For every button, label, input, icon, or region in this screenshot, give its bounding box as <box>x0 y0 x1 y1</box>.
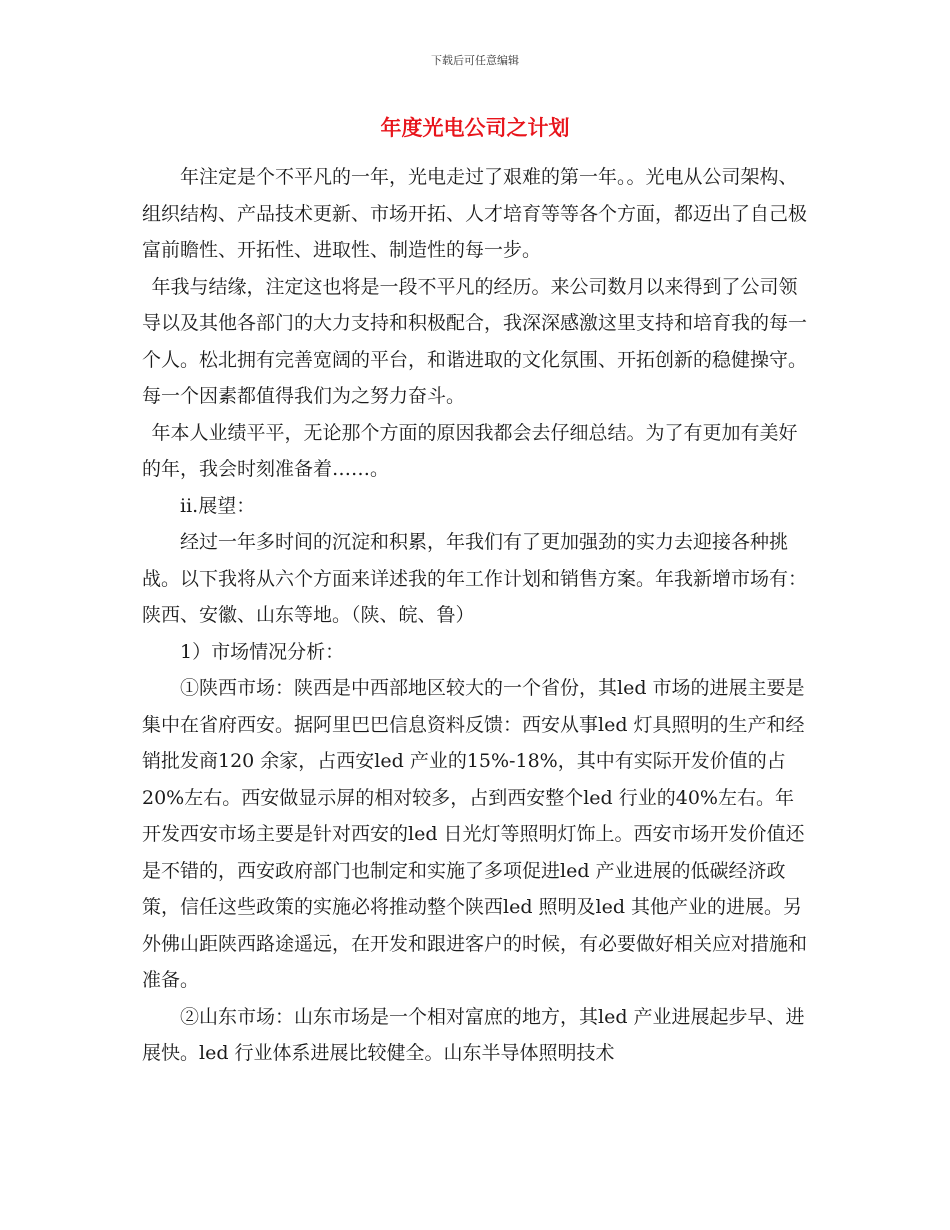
document-title: 年度光电公司之计划 <box>380 116 570 140</box>
header-note: 下载后可任意编辑 <box>431 54 519 67</box>
document-body <box>142 159 810 1072</box>
paragraph-intro: 年注定是个不平凡的一年，光电走过了艰难的第一年。。光电从公司架构、组织结构、产品技术更新、市场开拓、人才培育等等各个方面，都迈出了自己极富前瞻性、开拓性、进取性、制造性的每一步。 <box>142 166 808 261</box>
subheading-market-analysis: 1）市场情况分析： <box>180 640 345 663</box>
paragraph-performance: 年本人业绩平平，无论那个方面的原因我都会去仔细总结。为了有更加有美好的年，我会时刻准备着……。 <box>142 421 798 480</box>
paragraph-shaanxi-market: ①陕西市场：陕西是中西部地区较大的一个省份，其led 市场的进展主要是集中在省府西安。据阿里巴巴信息资料反馈：西安从事led 灯具照明的生产和经销批发商120 余家，占西安led 产业的15%-18%，其中有实际开发价值的占20%左右。西安做显示屏的相对较多，占到西安整个led 行业的40%左右。年开发西安市场主要是针对西安的led 日光灯等照明灯饰上。西安市场开发价值还是不错的，西安政府部门也制定和实施了多项促进led 产业进展的低碳经济政策，信任这些政策的实施必将推动整个陕西led 照明及led 其他产业的进展。另外佛山距陕西路途遥远，在开发和跟进客户的时候，有必要做好相关应对措施和准备。 <box>142 677 808 991</box>
paragraph-outlook: 经过一年多时间的沉淀和积累，年我们有了更加强劲的实力去迎接各种挑战。以下我将从六个方面来详述我的年工作计划和销售方案。年我新增市场有：陕西、安徽、山东等地。（陕、皖、鲁） <box>142 531 808 626</box>
section-heading-outlook: ⅱ.展望： <box>180 494 256 517</box>
paragraph-shandong-market: ②山东市场：山东市场是一个相对富庶的地方，其led 产业进展起步早、进展快。led 行业体系进展比较健全。山东半导体照明技术 <box>142 1005 805 1064</box>
paragraph-experience: 年我与结缘，注定这也将是一段不平凡的经历。来公司数月以来得到了公司领导以及其他各部门的大力支持和积极配合，我深深感激这里支持和培育我的每一个人。松北拥有完善宽阔的平台，和谐进取的文化氛围、开拓创新的稳健操守。每一个因素都值得我们为之努力奋斗。 <box>142 275 808 407</box>
